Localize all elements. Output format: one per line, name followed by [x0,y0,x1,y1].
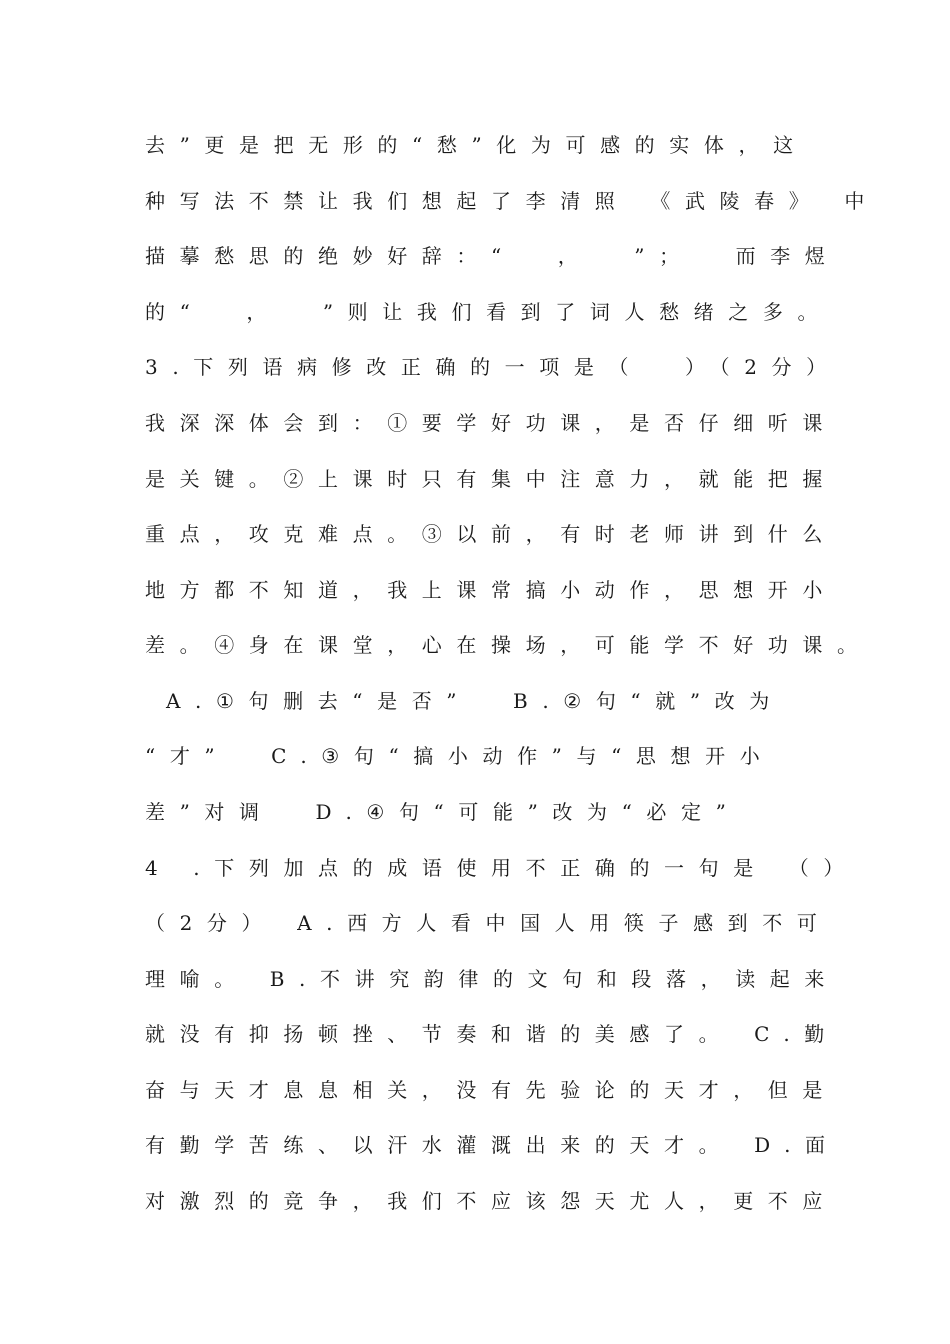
question-4-heading: 4 .下列加点的成语使用不正确的一句是 （） [145,856,858,880]
text-line: 是关键。②上课时只有集中注意力，就能把握 [145,467,837,491]
answer-options-line: 理喻。 B.不讲究韵律的文句和段落，读起来 [145,967,840,991]
question-3-heading: 3.下列语病修改正确的一项是（ ）（2分） [145,355,841,379]
text-line: 的“ ， ”则让我们看到了词人愁绪之多。 [145,300,833,324]
text-line: 地方都不知道，我上课常搞小动作，思想开小 [145,578,837,602]
text-line: 去”更是把无形的“愁”化为可感的实体，这 [145,133,808,157]
answer-options-line: 奋与天才息息相关，没有先验论的天才，但是 [145,1078,837,1102]
answer-options-line: 有勤学苦练、以汗水灌溉出来的天才。 D.面 [145,1133,840,1157]
text-line: 描摹愁思的绝妙好辞：“ ， ”； 而李煜 [145,244,840,268]
text-line: 重点，攻克难点。③以前，有时老师讲到什么 [145,522,837,546]
text-line: 种写法不禁让我们想起了李清照 《武陵春》 中 [145,189,879,213]
answer-options-line: 就没有抑扬顿挫、节奏和谐的美感了。 C.勤 [145,1022,839,1046]
text-line: 我深深体会到：①要学好功课，是否仔细听课 [145,411,837,435]
answer-options-line: A.①句删去“是否” B.②句“就”改为 [145,689,784,713]
answer-options-line: 差”对调 D.④句“可能”改为“必定” [145,800,741,824]
text-line: 差。④身在课堂，心在操场，可能学不好功课。 [145,633,872,657]
answer-options-line: 对激烈的竞争，我们不应该怨天尤人，更不应 [145,1189,837,1213]
answer-options-line: “才” C.③句“搞小动作”与“思想开小 [145,744,775,768]
answer-options-line: （2分） A.西方人看中国人用筷子感到不可 [145,911,832,935]
